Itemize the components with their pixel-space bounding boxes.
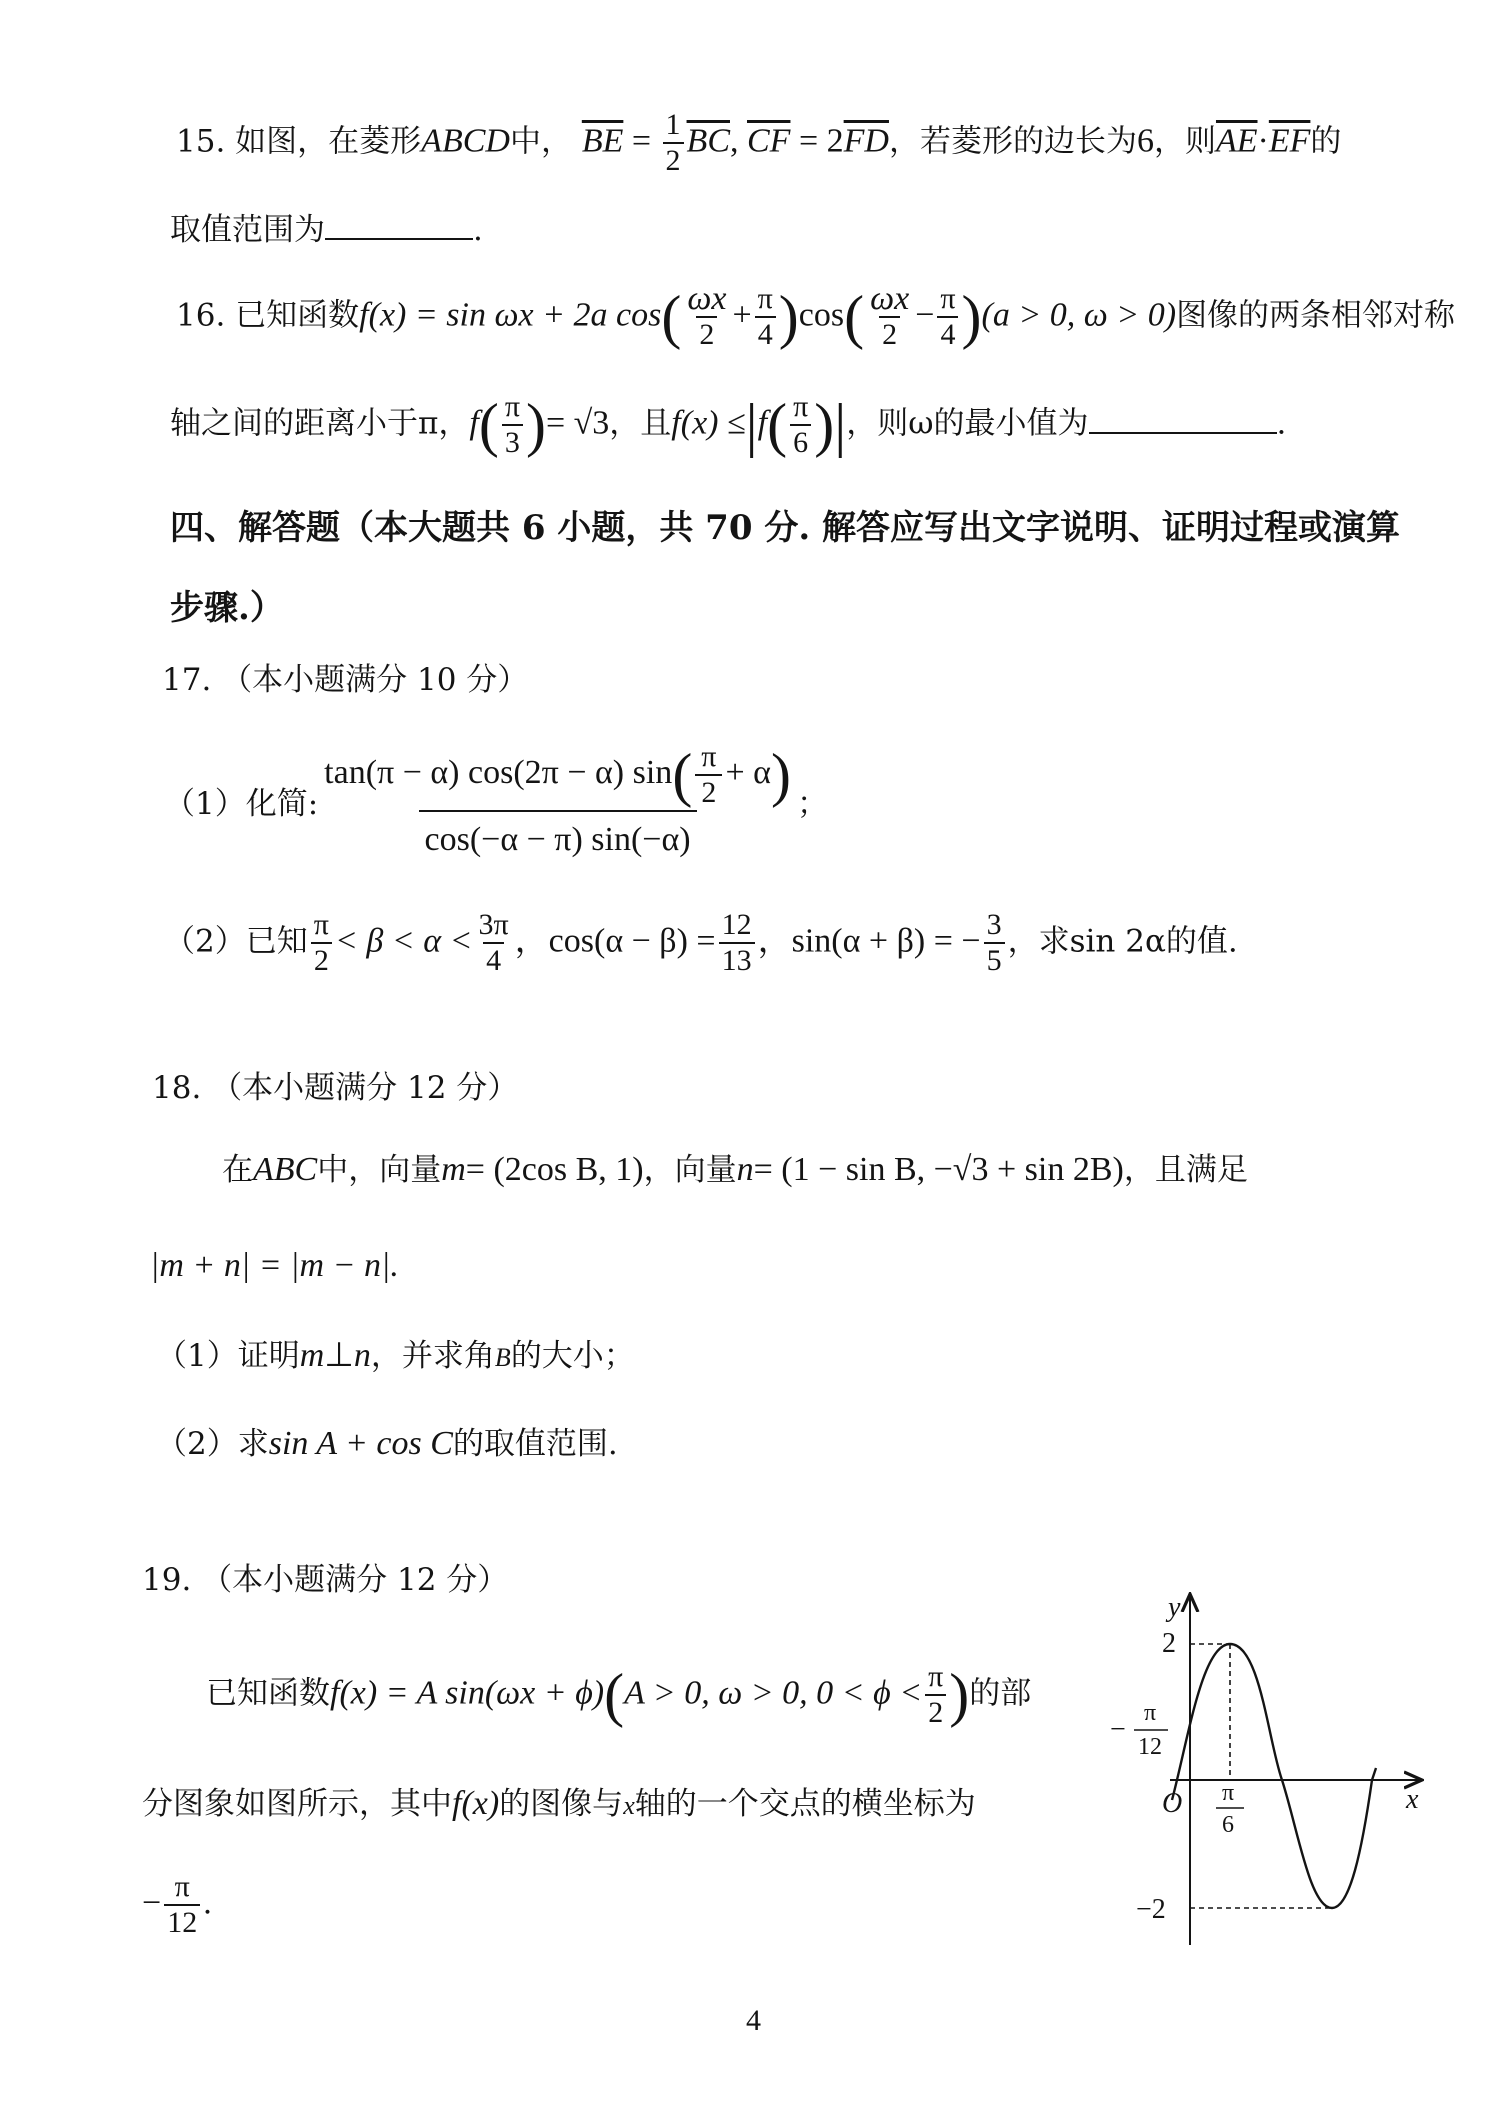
q19-line2-c: 轴的一个交点的横坐标为 bbox=[634, 1786, 976, 1822]
q15-two: 2 bbox=[826, 122, 844, 160]
q17-p1-num-b: + α bbox=[725, 753, 771, 791]
q18-line1-b: 中，向量 bbox=[317, 1152, 442, 1188]
vec-AE: $\overline{AE}$ bbox=[1215, 122, 1258, 160]
pos-label-num: π bbox=[1222, 1780, 1235, 1806]
pos-label-den: 6 bbox=[1222, 1812, 1234, 1838]
q17-p1-num-2: 2 bbox=[695, 774, 722, 810]
q18-p1-tail: ，并求角 bbox=[370, 1338, 495, 1374]
sine-graph bbox=[1110, 1590, 1430, 1950]
q16-tail: 图像的两条相邻对称 bbox=[1176, 297, 1456, 334]
sine-curve bbox=[1172, 1644, 1376, 1908]
q18-part1 bbox=[156, 1334, 635, 1380]
vec-FD: $\overline{FD}$ bbox=[843, 122, 889, 160]
q16-frac1-den: 2 bbox=[696, 316, 717, 352]
q18-vec-m: m bbox=[441, 1151, 466, 1188]
q18-p1-m: m bbox=[299, 1337, 325, 1374]
q19-line2-fx: f(x) bbox=[452, 1785, 500, 1822]
q17-p1-num-pi: π bbox=[701, 740, 717, 773]
q16-plus: + bbox=[732, 296, 752, 334]
q19-line3-end: . bbox=[203, 1884, 212, 1922]
q16-f: f bbox=[469, 404, 479, 442]
q16-frac3-num: ωx bbox=[870, 280, 910, 317]
q16-line2-a: 轴之间的距离小于π， bbox=[170, 405, 470, 442]
q16-frac2-num: π bbox=[757, 282, 773, 315]
q16-frac2-den: 4 bbox=[755, 316, 776, 352]
q16-end: . bbox=[1276, 405, 1287, 442]
q15-number: 15. bbox=[176, 123, 226, 160]
origin-label: O bbox=[1162, 1788, 1183, 1819]
y-label: y bbox=[1168, 1592, 1181, 1623]
q16-cos2: cos bbox=[798, 296, 845, 334]
q15-line2-text: 取值范围为 bbox=[170, 212, 325, 248]
q18-line2 bbox=[150, 1244, 399, 1288]
q15-half-num: 1 bbox=[665, 108, 681, 141]
q16-line2: 轴之间的距离小于π，f( $\frac{\pi}{3}$ )= √3，且f(x) ≤|f( $\frac{\pi}{6}$ )|，则ω的最小值为 . bbox=[170, 390, 1287, 459]
q17-p2-b-den: 4 bbox=[483, 942, 504, 978]
q17-p2-c-num: 12 bbox=[721, 908, 752, 941]
q17-p1-num-a: tan(π − α) cos(2π − α) sin bbox=[324, 753, 673, 791]
q19-fx: f(x) = A sin(ωx + ϕ) bbox=[330, 1674, 605, 1712]
q15-ze: ，则 bbox=[1153, 123, 1216, 160]
q18-part2 bbox=[156, 1422, 618, 1466]
q17-p2-a-num: π bbox=[313, 908, 329, 941]
q18-p1-B: B bbox=[494, 1343, 511, 1372]
q15-zhong: 中， bbox=[509, 123, 572, 160]
q19-line3-den: 12 bbox=[164, 1904, 200, 1940]
vec-CF: $\overline{CF}$ bbox=[747, 122, 791, 160]
q19-line2 bbox=[142, 1782, 976, 1828]
q19-cond: A > 0, ω > 0, 0 < ϕ < bbox=[624, 1674, 923, 1712]
q15-side-text: ，若菱形的边长为 bbox=[888, 123, 1137, 160]
q18-p2-tail: 的取值范围. bbox=[452, 1426, 618, 1462]
section4-title: 四、解答题（本大题共 6 小题，共 70 分. 解答应写出文字说明、证明过程或演算 bbox=[170, 508, 1400, 548]
q15-line2 bbox=[170, 208, 483, 252]
q16-ineq: f(x) ≤ bbox=[671, 404, 746, 442]
q16-frac3-den: 2 bbox=[879, 316, 900, 352]
y-top-label: 2 bbox=[1162, 1628, 1176, 1659]
q19-cond-2: 2 bbox=[925, 1694, 946, 1730]
q18-header: 18. （本小题满分 12 分） bbox=[152, 1070, 519, 1106]
x-label: x bbox=[1406, 1784, 1419, 1815]
q19-line2-b: 的图像与 bbox=[499, 1786, 624, 1822]
q15-end: . bbox=[473, 212, 483, 248]
q18-n: n bbox=[736, 1151, 754, 1188]
q19-cond-pi: π bbox=[928, 1660, 944, 1693]
q17-p2-tail: ，求sin 2α的值. bbox=[1007, 923, 1238, 960]
q17-p1-label: （1）化简: bbox=[164, 786, 319, 822]
q16-line2-b: ，且 bbox=[609, 405, 672, 442]
q17-part1 bbox=[164, 740, 828, 868]
q16-pi6-num: π bbox=[793, 390, 809, 423]
q17-p2-b-num: 3π bbox=[478, 908, 509, 941]
q17-p2-sin: ，sin(α + β) = − bbox=[757, 922, 981, 960]
q19-line2-x: x bbox=[623, 1791, 635, 1820]
q19-line3 bbox=[142, 1870, 212, 1940]
q17-p2-ineq: < β < α < bbox=[334, 922, 473, 960]
q17-p1-fraction: tan(π − α) cos(2π − α) sin( $\frac{\pi}{2}$ + α) cos(−α − π) sin(−α) bbox=[318, 740, 797, 868]
q18-line1-c: ，向量 bbox=[643, 1152, 737, 1188]
q17-p1-end: ； bbox=[796, 786, 828, 822]
q15-half-den: 2 bbox=[663, 142, 684, 178]
q19-header: 19. （本小题满分 12 分） bbox=[142, 1562, 509, 1598]
q15-answer-blank[interactable] bbox=[325, 238, 473, 240]
q18-p1-end: 的大小； bbox=[510, 1338, 635, 1374]
q19-line1-b: 的部 bbox=[969, 1675, 1032, 1712]
q17-p2-d-num: 3 bbox=[986, 908, 1002, 941]
vec-BE: $\overline{BE}$ bbox=[581, 122, 624, 160]
q15-line1: 15. 如图，在菱形ABCD中， $\overline{BE}$ = $\frac{1}{2}$ $\overline{BC}$, $\overline{CF} = 2\overline{FD}$，若菱形的边长为6，则$\overline{AE}\cdot\overline{EF}$的 bbox=[176, 108, 1342, 177]
page-number: 4 bbox=[746, 2004, 761, 2037]
q16-answer-blank[interactable] bbox=[1089, 432, 1277, 434]
q17-p2-c-den: 13 bbox=[719, 942, 755, 978]
q19-line3-minus: − bbox=[142, 1884, 162, 1922]
q15-intro: 如图，在菱形 bbox=[235, 123, 422, 160]
q18-condition: |m + n| = |m − n|. bbox=[150, 1247, 399, 1284]
q18-n-value: = (1 − sin B, −√3 + sin 2B) bbox=[753, 1151, 1124, 1188]
q15-half-fraction bbox=[663, 108, 684, 178]
q18-p1-label: （1）证明 bbox=[156, 1338, 300, 1374]
q17-header: 17. （本小题满分 10 分） bbox=[162, 662, 529, 698]
q18-p2-expr: sin A + cos C bbox=[268, 1425, 453, 1462]
q16-frac1-num: ωx bbox=[687, 280, 727, 317]
vec-BC: $\overline{BC}$ bbox=[686, 122, 730, 160]
q16-sqrt3: = √3 bbox=[545, 404, 610, 442]
q16-pi3-num: π bbox=[504, 390, 520, 423]
q17-p1-den: cos(−α − π) sin(−α) bbox=[419, 810, 697, 868]
q18-p1-n: n bbox=[353, 1337, 371, 1374]
q15-rhombus-name: ABCD bbox=[421, 122, 510, 160]
q16-pi6-den: 6 bbox=[790, 424, 811, 460]
neg-label-minus: − bbox=[1110, 1714, 1126, 1745]
q16-condition: (a > 0, ω > 0) bbox=[981, 296, 1177, 334]
q16-number: 16. bbox=[176, 297, 226, 334]
q17-p2-cos: ，cos(α − β) = bbox=[514, 922, 716, 960]
q19-line3-num: π bbox=[174, 1870, 190, 1903]
q17-part2 bbox=[164, 908, 1238, 978]
q16-frac4-den: 4 bbox=[937, 316, 958, 352]
section4-title2: 步骤.） bbox=[170, 588, 284, 628]
q16-line1: 16. 已知函数f(x) = sin ωx + 2a cos( $\frac{\omega x}{2}$ + $\frac{\pi}{4}$ )cos( $\frac{\omega x}{2}$ − $\frac{\pi}{4}$ )(a > 0, ω > 0)图像的两条相邻对称 bbox=[176, 280, 1456, 351]
q17-p2-a-den: 2 bbox=[311, 942, 332, 978]
q19-line1: 已知函数f(x) = A sin(ωx + ϕ)(A > 0, ω > 0, 0 < ϕ < $\frac{\pi}{2}$ )的部 bbox=[206, 1660, 1032, 1729]
neg-label-den: 12 bbox=[1138, 1734, 1162, 1760]
q16-line2-c: ，则ω的最小值为 bbox=[846, 405, 1089, 442]
q18-line1-a: 在 bbox=[222, 1152, 253, 1188]
q19-line1-a: 已知函数 bbox=[206, 1675, 330, 1712]
q18-m-value: = (2cos B, 1) bbox=[465, 1151, 644, 1188]
q15-de: 的 bbox=[1310, 123, 1342, 160]
y-bottom-label: −2 bbox=[1136, 1894, 1166, 1925]
q18-perp: ⊥ bbox=[324, 1337, 354, 1374]
q16-frac4-num: π bbox=[940, 282, 956, 315]
q17-p2-d-den: 5 bbox=[984, 942, 1005, 978]
q16-f2: f bbox=[757, 404, 768, 442]
vec-EF: $\overline{EF}$ bbox=[1268, 122, 1311, 160]
q16-minus: − bbox=[915, 296, 935, 334]
neg-label-num: π bbox=[1144, 1700, 1157, 1726]
q18-line1 bbox=[222, 1148, 1248, 1192]
q16-pi3-den: 3 bbox=[502, 424, 523, 460]
q18-line1-d: ，且满足 bbox=[1123, 1152, 1248, 1188]
q16-intro: 已知函数 bbox=[235, 297, 360, 334]
q16-fx: f(x) = sin ωx + 2a cos bbox=[359, 296, 662, 334]
q15-side: 6 bbox=[1136, 122, 1154, 160]
q17-p2-label: （2）已知 bbox=[164, 923, 308, 960]
q18-abc: ABC bbox=[253, 1151, 318, 1188]
q19-line2-a: 分图象如图所示，其中 bbox=[142, 1786, 452, 1822]
q18-p2-label: （2）求 bbox=[156, 1426, 269, 1462]
